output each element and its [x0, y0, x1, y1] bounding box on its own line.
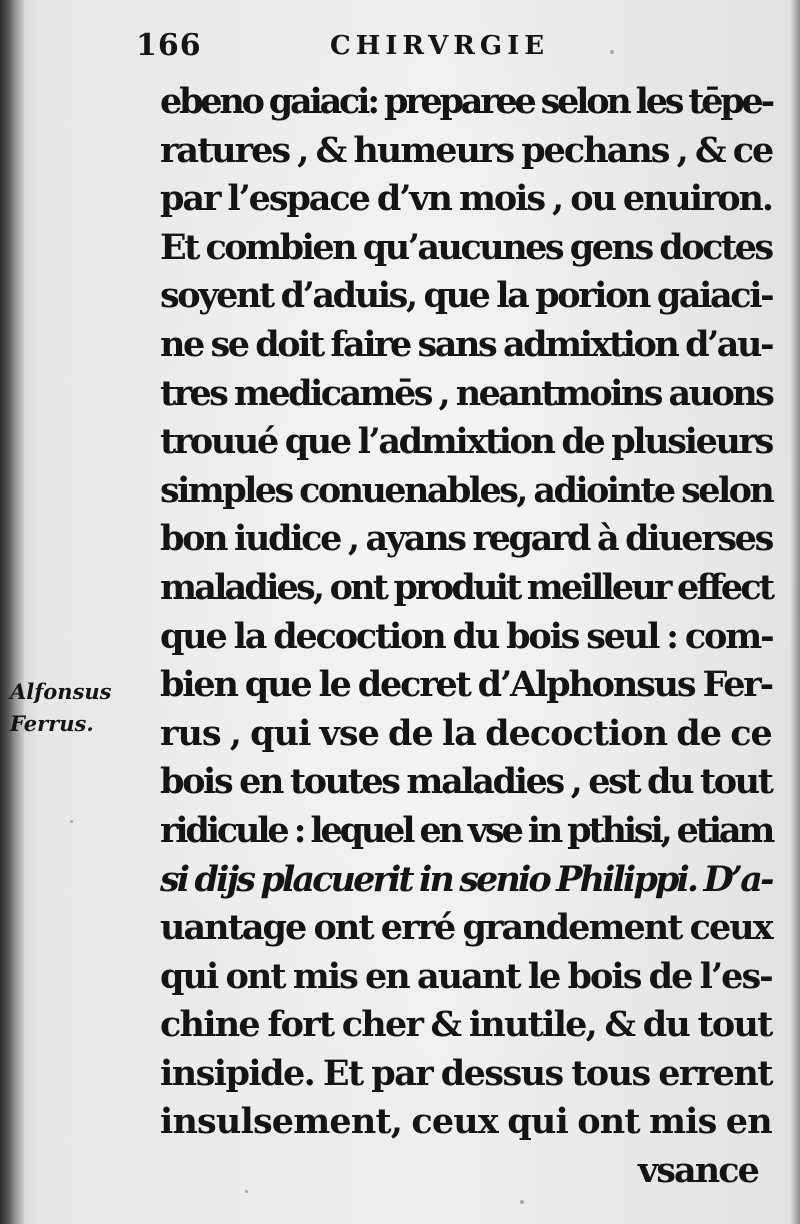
- text-line: ne se doit faire sans admixtion d’au-: [160, 323, 773, 365]
- text-line: chine fort cher & inutile, & du tout: [160, 1004, 772, 1046]
- text-line: simples conuenables, adiointe selon: [160, 469, 773, 511]
- text-line: Et combien qu’aucunes gens doctes: [160, 226, 772, 268]
- binding-gutter: [0, 0, 24, 1224]
- running-head: CHIRVRGIE: [330, 31, 550, 61]
- page-edge-shadow: [790, 0, 800, 1224]
- text-line: ridicule : lequel en vse in pthisi, etiam: [160, 809, 773, 851]
- text-line: tres medicamēs , neantmoins auons: [160, 372, 773, 414]
- margin-note: [10, 676, 160, 740]
- text-line: rus , qui vse de la decoction de ce: [160, 712, 772, 754]
- text-line: bois en toutes maladies , est du tout: [160, 761, 772, 803]
- text-line: si dijs placuerit in senio Philippi. D’a-: [160, 858, 772, 900]
- text-line: ebeno gaiaci: preparee selon les tēpe-: [160, 81, 772, 122]
- text-line: par l’espace d’vn mois , ou enuiron.: [160, 178, 772, 220]
- text-line: que la decoction du bois seul : com-: [160, 615, 773, 657]
- text-line: soyent d’aduis, que la porion gaiaci-: [160, 275, 773, 317]
- text-line: insulsement, ceux qui ont mis en: [160, 1101, 772, 1143]
- ink-speck: [245, 1190, 248, 1193]
- text-line: bon iudice , ayans regard à diuerses: [160, 518, 772, 560]
- text-line: maladies, ont produit meilleur effect: [160, 566, 773, 608]
- text-line: uantage ont erré grandement ceux: [160, 907, 772, 949]
- page-number: 166: [136, 28, 202, 63]
- text-line: trouué que l’admixtion de plusieurs: [160, 421, 772, 463]
- text-line: insipide. Et par dessus tous errent: [160, 1052, 772, 1094]
- text-line: ratures , & humeurs pechans , & ce: [160, 129, 773, 171]
- margin-note-line: Alfonsus: [10, 679, 112, 704]
- page-header: [136, 26, 616, 66]
- ink-speck: [520, 1200, 524, 1204]
- body-text: [160, 78, 780, 1196]
- text-line: bien que le decret d’Alphonsus Fer-: [160, 664, 772, 706]
- text-line: qui ont mis en auant le bois de l’es-: [160, 955, 772, 997]
- margin-note-line: Ferrus.: [10, 711, 94, 736]
- ink-speck: [70, 820, 73, 823]
- catchword: vsance: [637, 1150, 758, 1192]
- ink-speck: [610, 50, 614, 54]
